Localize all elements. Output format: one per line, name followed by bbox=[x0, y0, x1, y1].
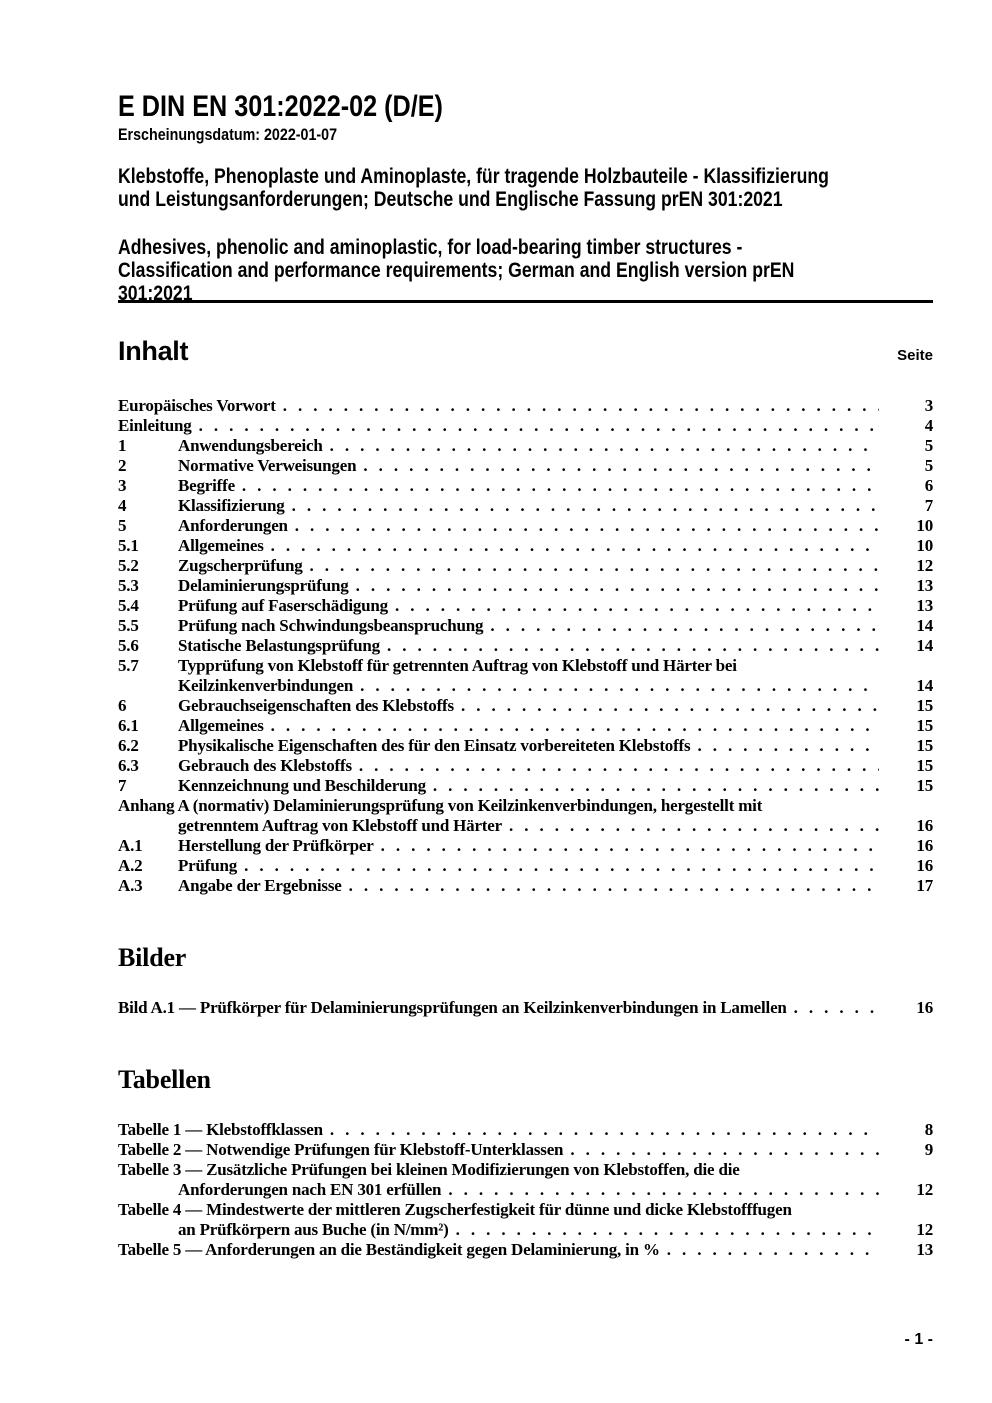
dot-leader bbox=[363, 456, 879, 476]
toc-page-number: 17 bbox=[916, 876, 933, 895]
table-entry-label: Tabelle 4 — Mindestwerte der mittleren Zugscherfestigkeit für dünne und dicke Klebstofffugen bbox=[118, 1200, 792, 1219]
toc-page-number: 14 bbox=[916, 636, 933, 655]
dot-leader bbox=[242, 476, 879, 496]
toc-section-number: 5.3 bbox=[118, 576, 139, 595]
toc-heading: Inhalt bbox=[118, 336, 189, 366]
dot-leader bbox=[697, 736, 879, 756]
toc-section-number: 5 bbox=[118, 516, 127, 535]
toc-section-number: 6.1 bbox=[118, 716, 139, 735]
table-page-number: 12 bbox=[916, 1180, 933, 1199]
toc-entry-label: Physikalische Eigenschaften des für den Einsatz vorbereiteten Klebstoffs bbox=[178, 736, 691, 755]
table-row bbox=[118, 1200, 933, 1220]
dot-leader bbox=[433, 776, 879, 796]
document-header bbox=[118, 92, 933, 305]
toc-section-number: 4 bbox=[118, 496, 127, 515]
toc-section-number: 6.3 bbox=[118, 756, 139, 775]
title-english-line: Adhesives, phenolic and aminoplastic, for load-bearing timber structures - bbox=[118, 236, 743, 259]
dot-leader bbox=[244, 856, 879, 876]
toc-row bbox=[118, 836, 933, 856]
toc-row bbox=[118, 656, 933, 676]
toc-row bbox=[118, 736, 933, 756]
toc-row bbox=[118, 856, 933, 876]
toc-row bbox=[118, 536, 933, 556]
toc-row bbox=[118, 396, 933, 416]
toc-page-number: 12 bbox=[916, 556, 933, 575]
dot-leader bbox=[456, 1220, 879, 1240]
toc-entry-label: Prüfung auf Faserschädigung bbox=[178, 596, 388, 615]
toc-row bbox=[118, 796, 933, 816]
toc-page-number: 16 bbox=[916, 856, 933, 875]
title-german-line: Klebstoffe, Phenoplaste und Aminoplaste, für tragende Holzbauteile - Klassifizierung bbox=[118, 165, 829, 188]
toc-section-number: 5.7 bbox=[118, 656, 139, 675]
toc-entry-label: Typprüfung von Klebstoff für getrennten Auftrag von Klebstoff und Härter bei bbox=[178, 656, 737, 675]
document-id: E DIN EN 301:2022-02 (D/E) bbox=[118, 90, 443, 123]
dot-leader bbox=[199, 416, 879, 436]
table-page-number: 9 bbox=[924, 1140, 933, 1159]
toc-entry-label: Angabe der Ergebnisse bbox=[178, 876, 342, 895]
toc-row bbox=[118, 596, 933, 616]
page-column-label: Seite bbox=[897, 347, 933, 364]
toc-page-number: 15 bbox=[916, 756, 933, 775]
dot-leader bbox=[271, 536, 879, 556]
toc-section-number: 2 bbox=[118, 456, 127, 475]
table-entry-label: Tabelle 2 — Notwendige Prüfungen für Klebstoff-Unterklassen bbox=[118, 1140, 564, 1159]
title-english-line: 301:2021 bbox=[118, 282, 193, 305]
toc-row bbox=[118, 496, 933, 516]
toc-section-number: 6 bbox=[118, 696, 127, 715]
dot-leader bbox=[310, 556, 879, 576]
toc-row bbox=[118, 876, 933, 896]
toc-entry-label: Einleitung bbox=[118, 416, 192, 435]
dot-leader bbox=[360, 676, 879, 696]
toc-row bbox=[118, 416, 933, 436]
toc-row bbox=[118, 456, 933, 476]
toc-page-number: 5 bbox=[924, 456, 933, 475]
dot-leader bbox=[359, 756, 879, 776]
toc-row bbox=[118, 756, 933, 776]
toc-entry-label: Anhang A (normativ) Delaminierungsprüfung von Keilzinkenverbindungen, hergestellt mit bbox=[118, 796, 763, 815]
dot-leader bbox=[292, 496, 879, 516]
table-entry-label: Anforderungen nach EN 301 erfüllen bbox=[178, 1180, 442, 1199]
toc-entry-label: Gebrauchseigenschaften des Klebstoffs bbox=[178, 696, 454, 715]
title-english bbox=[118, 236, 933, 305]
title-german bbox=[118, 165, 933, 211]
dot-leader bbox=[271, 716, 879, 736]
toc-section-number: 5.5 bbox=[118, 616, 139, 635]
toc-section-number: 7 bbox=[118, 776, 127, 795]
toc-entry-label: Begriffe bbox=[178, 476, 235, 495]
figure-row bbox=[118, 998, 933, 1018]
toc-entry-label: Prüfung bbox=[178, 856, 238, 875]
table-page-number: 13 bbox=[916, 1240, 933, 1259]
toc-entry-label: Zugscherprüfung bbox=[178, 556, 303, 575]
toc-entry-label: Allgemeines bbox=[178, 716, 264, 735]
toc-section-number: 5.2 bbox=[118, 556, 139, 575]
toc-entry-label: Keilzinkenverbindungen bbox=[178, 676, 354, 695]
toc-entry-label: Klassifizierung bbox=[178, 496, 285, 515]
toc-page-number: 14 bbox=[916, 676, 933, 695]
toc-entry-label: Herstellung der Prüfkörper bbox=[178, 836, 374, 855]
publication-date: Erscheinungsdatum: 2022-01-07 bbox=[118, 125, 338, 144]
toc-entry-label: Prüfung nach Schwindungsbeanspruchung bbox=[178, 616, 484, 635]
toc-row bbox=[118, 636, 933, 656]
tables-list bbox=[118, 1120, 933, 1260]
toc-page-number: 15 bbox=[916, 736, 933, 755]
dot-leader bbox=[570, 1140, 879, 1160]
tables-heading: Tabellen bbox=[118, 1065, 211, 1094]
toc-section-number: A.3 bbox=[118, 876, 143, 895]
toc-page-number: 3 bbox=[924, 396, 933, 415]
toc-page-number: 16 bbox=[916, 816, 933, 835]
toc-row bbox=[118, 696, 933, 716]
toc-entry-label: Statische Belastungsprüfung bbox=[178, 636, 380, 655]
table-row bbox=[118, 1180, 933, 1200]
toc-section-number: A.1 bbox=[118, 836, 143, 855]
toc-page-number: 4 bbox=[924, 416, 933, 435]
toc-section-number: 1 bbox=[118, 436, 127, 455]
table-entry-label: Tabelle 3 — Zusätzliche Prüfungen bei kleinen Modifizierungen von Klebstoffen, die die bbox=[118, 1160, 740, 1179]
table-entry-label: an Prüfkörpern aus Buche (in N/mm²) bbox=[178, 1220, 449, 1239]
toc-page-number: 5 bbox=[924, 436, 933, 455]
horizontal-divider bbox=[118, 300, 933, 303]
toc-entry-label: Kennzeichnung und Beschilderung bbox=[178, 776, 426, 795]
toc-section-number: 3 bbox=[118, 476, 127, 495]
toc-entry-label: Allgemeines bbox=[178, 536, 264, 555]
toc-section-number: 6.2 bbox=[118, 736, 139, 755]
toc-entry-label: Delaminierungsprüfung bbox=[178, 576, 349, 595]
toc-page-number: 10 bbox=[916, 516, 933, 535]
dot-leader bbox=[448, 1180, 879, 1200]
toc-entry-label: Europäisches Vorwort bbox=[118, 396, 276, 415]
toc-entry-label: Gebrauch des Klebstoffs bbox=[178, 756, 352, 775]
toc-page-number: 10 bbox=[916, 536, 933, 555]
toc-entry-label: getrenntem Auftrag von Klebstoff und Härter bbox=[178, 816, 502, 835]
table-entry-label: Tabelle 1 — Klebstoffklassen bbox=[118, 1120, 323, 1139]
figures-heading: Bilder bbox=[118, 943, 187, 972]
dot-leader bbox=[349, 876, 879, 896]
toc-page-number: 15 bbox=[916, 716, 933, 735]
toc-section-number: 5.4 bbox=[118, 596, 139, 615]
toc-page-number: 15 bbox=[916, 776, 933, 795]
toc-row bbox=[118, 436, 933, 456]
dot-leader bbox=[330, 1120, 879, 1140]
toc-section-number: 5.1 bbox=[118, 536, 139, 555]
table-page-number: 12 bbox=[916, 1220, 933, 1239]
table-row bbox=[118, 1120, 933, 1140]
dot-leader bbox=[509, 816, 879, 836]
toc-row bbox=[118, 816, 933, 836]
toc-row bbox=[118, 616, 933, 636]
dot-leader bbox=[387, 636, 879, 656]
page-number-footer: - 1 - bbox=[904, 1331, 933, 1348]
toc-page-number: 15 bbox=[916, 696, 933, 715]
toc-row bbox=[118, 676, 933, 696]
figure-page-number: 16 bbox=[916, 998, 933, 1017]
table-row bbox=[118, 1240, 933, 1260]
dot-leader bbox=[295, 516, 879, 536]
toc-row bbox=[118, 556, 933, 576]
dot-leader bbox=[794, 998, 879, 1018]
toc-page-number: 7 bbox=[924, 496, 933, 515]
dot-leader bbox=[667, 1240, 879, 1260]
toc-entry-label: Normative Verweisungen bbox=[178, 456, 357, 475]
dot-leader bbox=[395, 596, 879, 616]
toc-page-number: 13 bbox=[916, 596, 933, 615]
dot-leader bbox=[461, 696, 879, 716]
toc-entry-label: Anwendungsbereich bbox=[178, 436, 323, 455]
figure-entry-label: Bild A.1 — Prüfkörper für Delaminierungsprüfungen an Keilzinkenverbindungen in Lamellen bbox=[118, 998, 787, 1017]
toc-page-number: 6 bbox=[924, 476, 933, 495]
dot-leader bbox=[490, 616, 879, 636]
title-english-line: Classification and performance requirements; German and English version prEN bbox=[118, 259, 795, 282]
toc-row bbox=[118, 576, 933, 596]
table-entry-label: Tabelle 5 — Anforderungen an die Beständigkeit gegen Delaminierung, in % bbox=[118, 1240, 660, 1259]
table-page-number: 8 bbox=[924, 1120, 933, 1139]
toc-row bbox=[118, 716, 933, 736]
dot-leader bbox=[381, 836, 879, 856]
toc-header bbox=[118, 337, 933, 366]
toc-page-number: 16 bbox=[916, 836, 933, 855]
toc-entry-label: Anforderungen bbox=[178, 516, 288, 535]
table-row bbox=[118, 1220, 933, 1240]
toc-row bbox=[118, 516, 933, 536]
dot-leader bbox=[283, 396, 879, 416]
dot-leader bbox=[330, 436, 879, 456]
toc-page-number: 13 bbox=[916, 576, 933, 595]
table-row bbox=[118, 1140, 933, 1160]
toc-row bbox=[118, 776, 933, 796]
title-german-line: und Leistungsanforderungen; Deutsche und Englische Fassung prEN 301:2021 bbox=[118, 188, 783, 211]
toc-list bbox=[118, 396, 933, 896]
toc-section-number: 5.6 bbox=[118, 636, 139, 655]
figures-list bbox=[118, 998, 933, 1018]
toc-row bbox=[118, 476, 933, 496]
table-row bbox=[118, 1160, 933, 1180]
toc-section-number: A.2 bbox=[118, 856, 143, 875]
toc-page-number: 14 bbox=[916, 616, 933, 635]
dot-leader bbox=[356, 576, 879, 596]
